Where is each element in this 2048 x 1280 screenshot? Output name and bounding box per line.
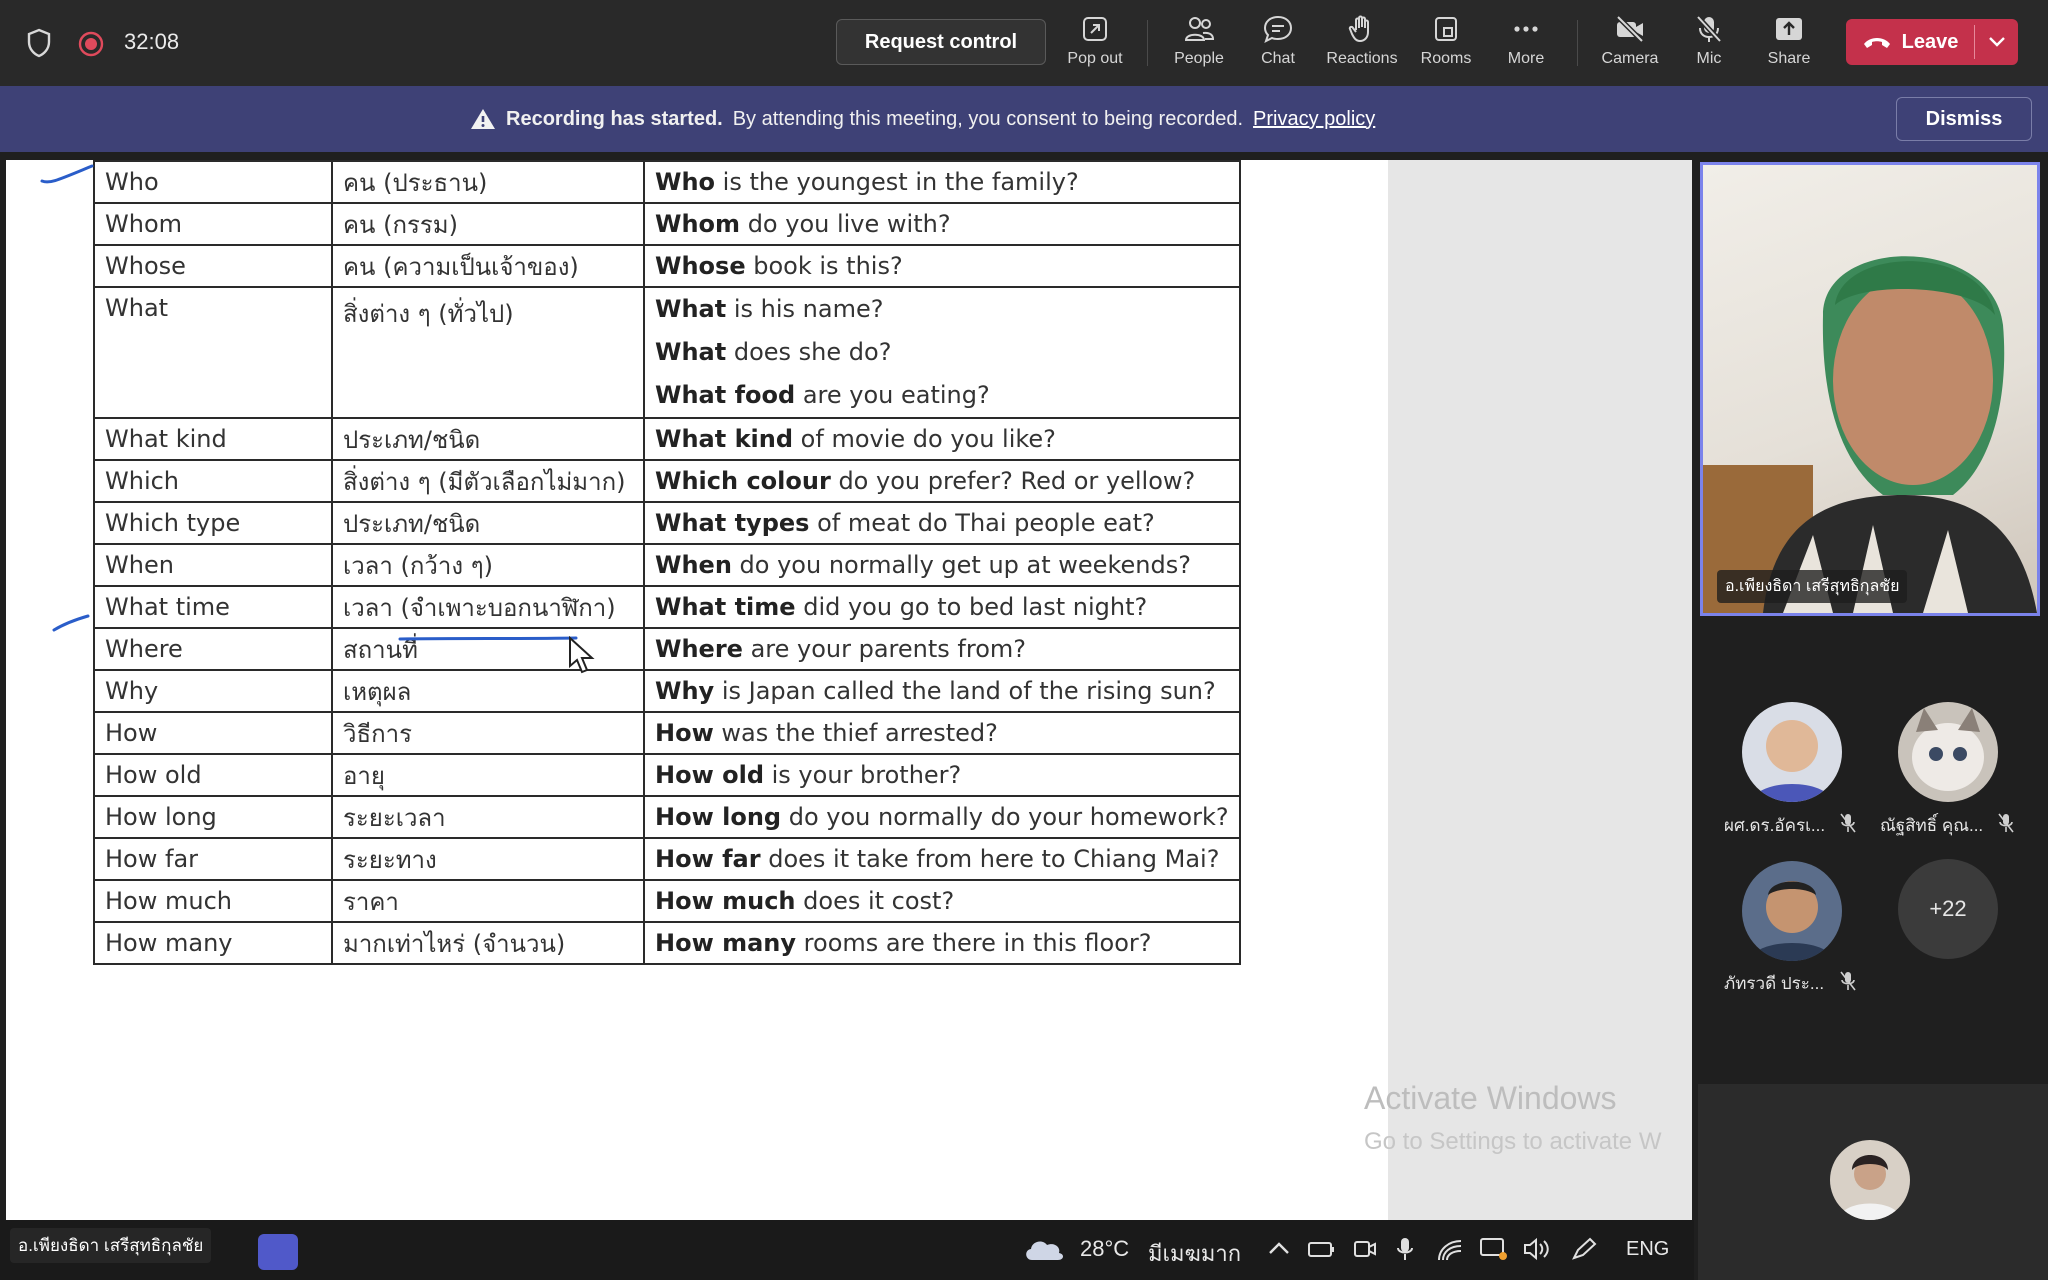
- table-row: [94, 838, 1240, 880]
- people-button[interactable]: [1154, 14, 1244, 76]
- avatar: [1830, 1140, 1910, 1220]
- example-question-word: How much: [655, 887, 796, 915]
- thai-meaning-cell: สิ่งต่าง ๆ (ทั่วไป): [332, 287, 644, 418]
- example-rest: does it take from here to Chiang Mai?: [760, 845, 1220, 873]
- recording-banner: [0, 86, 2048, 152]
- example-sentence: [655, 331, 1229, 374]
- participant-name: ณัฐสิทธิ์ คุณ...: [1880, 816, 1984, 835]
- table-row: [94, 418, 1240, 460]
- question-word-cell: What kind: [94, 418, 332, 460]
- question-word-cell: Who: [94, 161, 332, 203]
- example-rest: is Japan called the land of the rising sun?: [714, 677, 1216, 705]
- thai-meaning-cell: สิ่งต่าง ๆ (มีตัวเลือกไม่มาก): [332, 460, 644, 502]
- example-sentence-cell: [644, 628, 1240, 670]
- example-sentence: [655, 803, 1229, 831]
- meeting-toolbar: [0, 0, 2048, 86]
- example-rest: are you eating?: [795, 381, 990, 409]
- question-word-cell: Which: [94, 460, 332, 502]
- table-row: [94, 203, 1240, 245]
- example-sentence-cell: [644, 586, 1240, 628]
- example-rest: is the youngest in the family?: [715, 168, 1079, 196]
- thai-meaning-cell: มากเท่าไหร่ (จำนวน): [332, 922, 644, 964]
- example-question-word: What: [655, 338, 727, 366]
- question-word-cell: Whom: [94, 203, 332, 245]
- example-rest: does she do?: [726, 338, 892, 366]
- example-sentence: [655, 288, 1229, 331]
- example-question-word: When: [655, 551, 732, 579]
- self-view[interactable]: [1698, 1084, 2048, 1280]
- question-word-cell: How much: [94, 880, 332, 922]
- activate-windows-title: Activate Windows: [1364, 1080, 1617, 1116]
- thai-meaning-cell: สถานที่: [332, 628, 644, 670]
- meeting-timer: 32:08: [124, 29, 180, 54]
- example-sentence: [655, 168, 1229, 196]
- mic-off-icon: [1838, 812, 1858, 834]
- question-word-cell: When: [94, 544, 332, 586]
- example-rest: is your brother?: [764, 761, 962, 789]
- example-sentence-cell: [644, 418, 1240, 460]
- example-rest: do you normally get up at weekends?: [731, 551, 1191, 579]
- participant-name: ผศ.ดร.อัครเ...: [1724, 816, 1826, 835]
- thai-meaning-cell: วิธีการ: [332, 712, 644, 754]
- weather-temp: 28°C: [1080, 1236, 1130, 1261]
- example-sentence-cell: [644, 287, 1240, 418]
- example-sentence-cell: [644, 245, 1240, 287]
- example-sentence-cell: [644, 502, 1240, 544]
- example-sentence-cell: [644, 754, 1240, 796]
- avatar[interactable]: [1898, 702, 1998, 802]
- camera-button[interactable]: [1585, 14, 1675, 76]
- mic-button[interactable]: [1664, 14, 1754, 76]
- avatar[interactable]: [1742, 702, 1842, 802]
- leave-options-button[interactable]: [1975, 19, 2018, 65]
- windows-taskbar: [0, 1220, 1694, 1280]
- speaker-name: อ.เพียงธิดา เสรีสุทธิกุลชัย: [1717, 570, 1907, 603]
- camera-off-icon: [1614, 14, 1646, 44]
- leave-button[interactable]: [1846, 19, 2018, 65]
- shared-screen: [6, 160, 1692, 1220]
- presenter-label: อ.เพียงธิดา เสรีสุทธิกุลชัย: [10, 1228, 211, 1263]
- banner-title: Recording has started.: [506, 107, 723, 130]
- example-sentence: [655, 551, 1229, 579]
- speaker-video[interactable]: [1700, 162, 2040, 616]
- example-sentence: [655, 635, 1229, 663]
- question-word-cell: How: [94, 712, 332, 754]
- warning-icon: [470, 107, 496, 131]
- table-row: [94, 670, 1240, 712]
- question-word-cell: How old: [94, 754, 332, 796]
- question-word-cell: Why: [94, 670, 332, 712]
- example-rest: was the thief arrested?: [713, 719, 998, 747]
- question-words-table: [93, 160, 1241, 965]
- thai-meaning-cell: ระยะทาง: [332, 838, 644, 880]
- example-rest: rooms are there in this floor?: [796, 929, 1152, 957]
- example-rest: do you normally do your homework?: [781, 803, 1229, 831]
- example-question-word: How old: [655, 761, 764, 789]
- privacy-policy-link[interactable]: Privacy policy: [1253, 107, 1376, 130]
- mic-off-icon: [1694, 14, 1724, 44]
- example-sentence-cell: [644, 670, 1240, 712]
- shield-icon: [26, 28, 52, 58]
- display-icon[interactable]: [1478, 1236, 1508, 1262]
- table-row: [94, 460, 1240, 502]
- table-row: [94, 754, 1240, 796]
- example-sentence-cell: [644, 544, 1240, 586]
- microphone-icon[interactable]: [1394, 1236, 1416, 1262]
- table-row: [94, 880, 1240, 922]
- example-sentence: [655, 929, 1229, 957]
- example-rest: do you prefer? Red or yellow?: [830, 467, 1196, 495]
- dismiss-button[interactable]: Dismiss: [1896, 97, 2032, 141]
- cloud-icon: [1022, 1236, 1066, 1262]
- question-word-cell: Whose: [94, 245, 332, 287]
- example-sentence: [655, 719, 1229, 747]
- rooms-button[interactable]: [1401, 14, 1491, 76]
- question-word-cell: How long: [94, 796, 332, 838]
- popout-icon: [1080, 14, 1110, 44]
- share-label: Share: [1767, 50, 1811, 67]
- share-icon: [1773, 14, 1805, 44]
- table-row: [94, 287, 1240, 418]
- table-row: [94, 922, 1240, 964]
- toolbar-divider: [1577, 20, 1578, 66]
- example-rest: are your parents from?: [742, 635, 1027, 663]
- table-row: [94, 161, 1240, 203]
- table-row: [94, 796, 1240, 838]
- toolbar-divider: [1147, 20, 1148, 66]
- rooms-icon: [1431, 14, 1461, 44]
- example-sentence: [655, 761, 1229, 789]
- wifi-icon[interactable]: [1436, 1236, 1464, 1262]
- request-control-button[interactable]: Request control: [836, 19, 1046, 65]
- volume-icon[interactable]: [1522, 1236, 1552, 1262]
- question-word-cell: What time: [94, 586, 332, 628]
- example-sentence: [655, 845, 1229, 873]
- pen-annotation-check: [50, 608, 94, 638]
- taskbar-app-icon[interactable]: [258, 1234, 298, 1270]
- more-participants-button[interactable]: +22: [1898, 859, 1998, 959]
- speaker-silhouette: [1703, 165, 2037, 613]
- more-icon: [1511, 14, 1541, 44]
- recording-icon: [78, 31, 104, 57]
- question-word-cell: Where: [94, 628, 332, 670]
- example-question-word: What time: [655, 593, 796, 621]
- question-word-cell: Which type: [94, 502, 332, 544]
- people-label: People: [1174, 50, 1224, 67]
- example-sentence-cell: [644, 460, 1240, 502]
- example-question-word: How long: [655, 803, 782, 831]
- pen-annotation-check: [40, 160, 100, 190]
- chevron-down-icon: [1988, 36, 2006, 48]
- question-word-cell: How many: [94, 922, 332, 964]
- pen-icon[interactable]: [1570, 1236, 1600, 1262]
- reactions-label: Reactions: [1326, 50, 1398, 67]
- example-question-word: What kind: [655, 425, 794, 453]
- example-sentence: [655, 593, 1229, 621]
- leave-label: Leave: [1901, 30, 1959, 53]
- example-sentence-cell: [644, 880, 1240, 922]
- thai-meaning-cell: เวลา (จำเพาะบอกนาฬิกา): [332, 586, 644, 628]
- example-question-word: Whose: [655, 252, 746, 280]
- example-question-word: What types: [655, 509, 810, 537]
- chat-button[interactable]: [1233, 14, 1323, 76]
- example-rest: does it cost?: [795, 887, 955, 915]
- example-question-word: What: [655, 295, 727, 323]
- phone-hangup-icon: [1862, 32, 1892, 52]
- reactions-icon: [1346, 14, 1378, 44]
- leave-main[interactable]: [1846, 19, 1974, 65]
- thai-meaning-cell: คน (ความเป็นเจ้าของ): [332, 245, 644, 287]
- example-question-word: Where: [655, 635, 743, 663]
- example-question-word: Why: [655, 677, 715, 705]
- example-rest: is his name?: [726, 295, 884, 323]
- example-sentence-cell: [644, 203, 1240, 245]
- table-row: [94, 712, 1240, 754]
- question-word-cell: What: [94, 287, 332, 418]
- mic-off-icon: [1996, 812, 2016, 834]
- example-rest: of movie do you like?: [793, 425, 1056, 453]
- example-sentence: [655, 467, 1229, 495]
- thai-meaning-cell: ประเภท/ชนิด: [332, 502, 644, 544]
- example-question-word: Whom: [655, 210, 741, 238]
- share-button[interactable]: [1744, 14, 1834, 76]
- more-label: More: [1507, 50, 1545, 67]
- example-sentence-cell: [644, 922, 1240, 964]
- example-question-word: How many: [655, 929, 797, 957]
- pop-out-label: Pop out: [1067, 50, 1123, 67]
- example-sentence-cell: [644, 712, 1240, 754]
- example-sentence: [655, 677, 1229, 705]
- avatar[interactable]: [1742, 861, 1842, 961]
- reactions-button[interactable]: [1317, 14, 1407, 76]
- example-sentence: [655, 374, 1229, 417]
- example-sentence: [655, 252, 1229, 280]
- table-row: [94, 502, 1240, 544]
- people-icon: [1183, 14, 1215, 44]
- chat-label: Chat: [1261, 50, 1295, 67]
- banner-text: [470, 107, 1375, 131]
- question-word-cell: How far: [94, 838, 332, 880]
- rooms-label: Rooms: [1420, 50, 1472, 67]
- example-question-word: How far: [655, 845, 761, 873]
- example-question-word: Which colour: [655, 467, 831, 495]
- example-sentence: [655, 509, 1229, 537]
- mic-off-icon: [1838, 970, 1858, 992]
- table-row: [94, 628, 1240, 670]
- language-indicator[interactable]: ENG: [1626, 1238, 1670, 1260]
- thai-meaning-cell: คน (ประธาน): [332, 161, 644, 203]
- mouse-cursor-icon: [568, 636, 596, 676]
- table-row: [94, 544, 1240, 586]
- pop-out-button[interactable]: [1050, 14, 1140, 76]
- example-rest: did you go to bed last night?: [795, 593, 1148, 621]
- example-question-word: Who: [655, 168, 716, 196]
- camera-label: Camera: [1601, 50, 1659, 67]
- thai-meaning-cell: อายุ: [332, 754, 644, 796]
- table-row: [94, 245, 1240, 287]
- participant-name: ภัทรวดี ประ...: [1724, 974, 1825, 993]
- example-sentence-cell: [644, 796, 1240, 838]
- example-sentence: [655, 887, 1229, 915]
- example-sentence-cell: [644, 838, 1240, 880]
- battery-icon[interactable]: [1306, 1238, 1336, 1260]
- camera-icon[interactable]: [1352, 1238, 1378, 1260]
- shared-screen-margin: [1388, 160, 1692, 1220]
- thai-meaning-cell: ระยะเวลา: [332, 796, 644, 838]
- example-sentence-cell: [644, 161, 1240, 203]
- chat-icon: [1262, 14, 1294, 44]
- thai-meaning-cell: เหตุผล: [332, 670, 644, 712]
- activate-windows-subtitle: Go to Settings to activate W: [1364, 1128, 1662, 1155]
- thai-meaning-cell: คน (กรรม): [332, 203, 644, 245]
- thai-meaning-cell: ราคา: [332, 880, 644, 922]
- thai-meaning-cell: เวลา (กว้าง ๆ): [332, 544, 644, 586]
- mic-label: Mic: [1696, 50, 1722, 67]
- example-sentence: [655, 425, 1229, 453]
- thai-meaning-cell: ประเภท/ชนิด: [332, 418, 644, 460]
- table-row: [94, 586, 1240, 628]
- more-button[interactable]: [1481, 14, 1571, 76]
- example-question-word: What food: [655, 381, 796, 409]
- example-rest: of meat do Thai people eat?: [809, 509, 1155, 537]
- pen-annotation-underline: [398, 634, 578, 644]
- example-rest: book is this?: [745, 252, 903, 280]
- example-sentence: [655, 210, 1229, 238]
- example-question-word: How: [655, 719, 714, 747]
- banner-message: By attending this meeting, you consent to being recorded.: [732, 107, 1244, 130]
- example-rest: do you live with?: [740, 210, 951, 238]
- weather-desc: มีเมฆมาก: [1148, 1241, 1242, 1266]
- chevron-up-icon[interactable]: [1268, 1240, 1290, 1256]
